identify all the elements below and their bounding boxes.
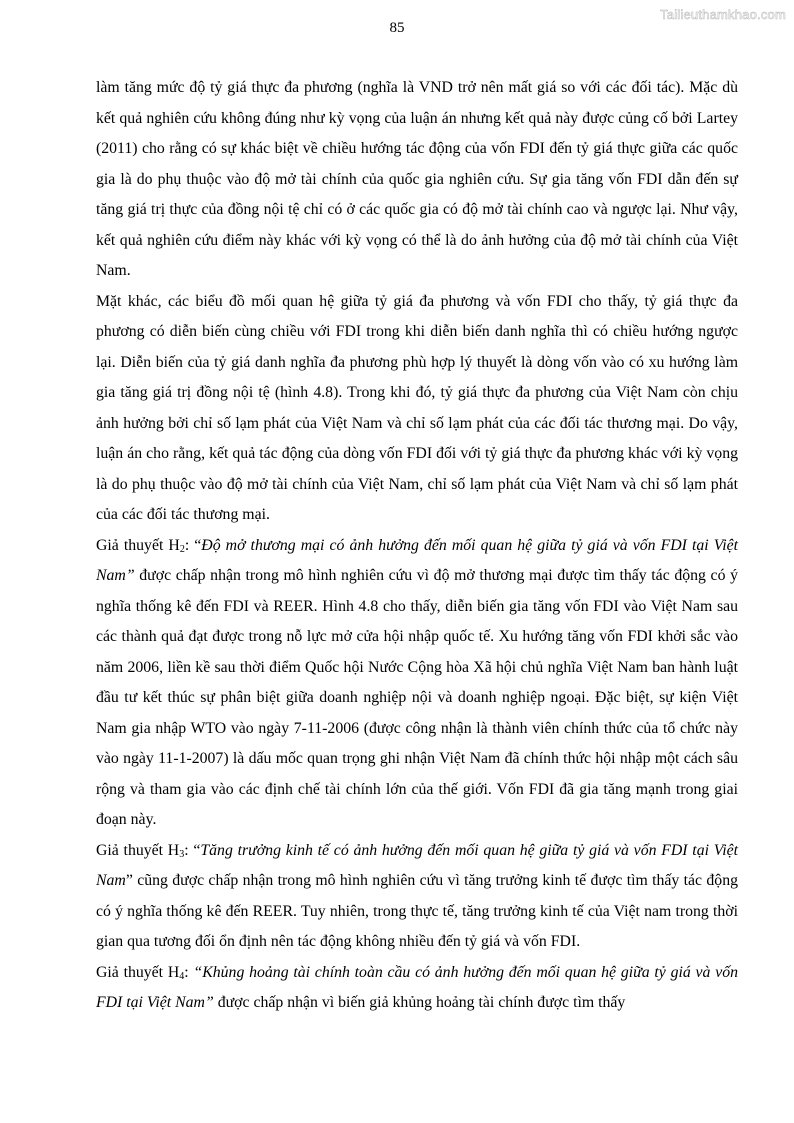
hypothesis-h3-colon: : “ — [184, 841, 201, 859]
hypothesis-h4-subscript: 4 — [179, 970, 185, 982]
hypothesis-h3 — [96, 836, 738, 958]
hypothesis-h2-label: Giả thuyết H — [96, 536, 180, 554]
hypothesis-h2-subscript: 2 — [179, 543, 185, 555]
hypothesis-h2-discussion: được chấp nhận trong mô hình nghiên cứu vì độ mở thương mại được tìm thấy tác động có ý nghĩa thống kê đến FDI và REER. Hình 4.8 cho thấy, diễn biến gia tăng vốn FDI vào Việt Nam sau các thành quả đạt được trong nỗ lực mở cửa hội nhập quốc tế. Xu hướng tăng vốn FDI khởi sắc vào năm 2006, liền kề sau thời điểm Quốc hội Nước Cộng hòa Xã hội chủ nghĩa Việt Nam ban hành luật đầu tư kết thúc sự phân biệt giữa doanh nghiệp nội và doanh nghiệp ngoại. Đặc biệt, sự kiện Việt Nam gia nhập WTO vào ngày 7-11-2006 (được công nhận là thành viên chính thức của tổ chức này vào ngày 11-1-2007) là dấu mốc quan trọng ghi nhận Việt Nam đã chính thức hội nhập một cách sâu rộng và tham gia vào các định chế tài chính lớn của thế giới. Vốn FDI đã gia tăng mạnh trong giai đoạn này. — [96, 567, 738, 828]
hypothesis-h2-colon: : “ — [184, 536, 202, 554]
hypothesis-h3-label: Giả thuyết H — [96, 841, 180, 859]
hypothesis-h4-label: Giả thuyết H — [96, 963, 180, 981]
hypothesis-h4-statement: “Khủng hoảng tài chính toàn cầu có ảnh hưởng đến mối quan hệ giữa tỷ giá và vốn FDI tại Việt Nam” — [96, 963, 739, 1011]
hypothesis-h3-subscript: 3 — [179, 848, 185, 860]
hypothesis-h4 — [96, 958, 738, 1019]
hypothesis-h4-colon: : — [184, 963, 194, 981]
page-number: 85 — [389, 20, 405, 36]
hypothesis-h3-discussion: ” cũng được chấp nhận trong mô hình nghiên cứu vì tăng trưởng kinh tế được tìm thấy tác động có ý nghĩa thống kê đến REER. Tuy nhiên, trong thực tế, tăng trưởng kinh tế của Việt nam trong thời gian qua tương đối ổn định nên tác động không nhiều đến tỷ giá và vốn FDI. — [96, 872, 738, 950]
document-body — [96, 73, 738, 1019]
paragraph-fdi-financial-openness: làm tăng mức độ tỷ giá thực đa phương (nghĩa là VND trở nên mất giá so với các đối tác). Mặc dù kết quả nghiên cứu không đúng như kỳ vọng của luận án nhưng kết quả này được củng cố bởi Lartey (2011) cho rằng có sự khác biệt về chiều hướng tác động của vốn FDI đến tỷ giá thực giữa các quốc gia là do phụ thuộc vào độ mở tài chính của quốc gia nghiên cứu. Sự gia tăng vốn FDI dẫn đến sự tăng giá trị thực của đồng nội tệ chỉ có ở các quốc gia có độ mở tài chính cao và ngược lại. Như vậy, kết quả nghiên cứu điểm này khác với kỳ vọng có thể là do ảnh hưởng của độ mở tài chính của Việt Nam. — [96, 79, 738, 279]
watermark: Tailieuthamkhao.com — [660, 7, 786, 22]
hypothesis-h2 — [96, 531, 738, 836]
hypothesis-h2-statement: Độ mở thương mại có ảnh hưởng đến mối quan hệ giữa tỷ giá và vốn FDI tại Việt Nam” — [96, 536, 739, 584]
paragraph-exchange-rate-charts: Mặt khác, các biểu đồ mối quan hệ giữa tỷ giá đa phương và vốn FDI cho thấy, tỷ giá thực đa phương có diễn biến cùng chiều với FDI trong khi diễn biến danh nghĩa thì có chiều hướng ngược lại. Diễn biến của tỷ giá danh nghĩa đa phương phù hợp lý thuyết là dòng vốn vào có xu hướng làm gia tăng giá trị đồng nội tệ (hình 4.8). Trong khi đó, tỷ giá thực đa phương của Việt Nam còn chịu ảnh hưởng bởi chỉ số lạm phát của Việt Nam và chỉ số lạm phát của các đối tác thương mại. Do vậy, luận án cho rằng, kết quả tác động của dòng vốn FDI đối với tỷ giá thực đa phương khác với kỳ vọng là do phụ thuộc vào độ mở tài chính của Việt Nam, chỉ số lạm phát của Việt Nam và chỉ số lạm phát của các đối tác thương mại. — [96, 292, 738, 523]
hypothesis-h3-statement: Tăng trưởng kinh tế có ảnh hưởng đến mối quan hệ giữa tỷ giá và vốn FDI tại Việt Nam — [96, 841, 738, 889]
hypothesis-h4-discussion: được chấp nhận vì biến giả khủng hoảng tài chính được tìm thấy — [213, 994, 626, 1011]
